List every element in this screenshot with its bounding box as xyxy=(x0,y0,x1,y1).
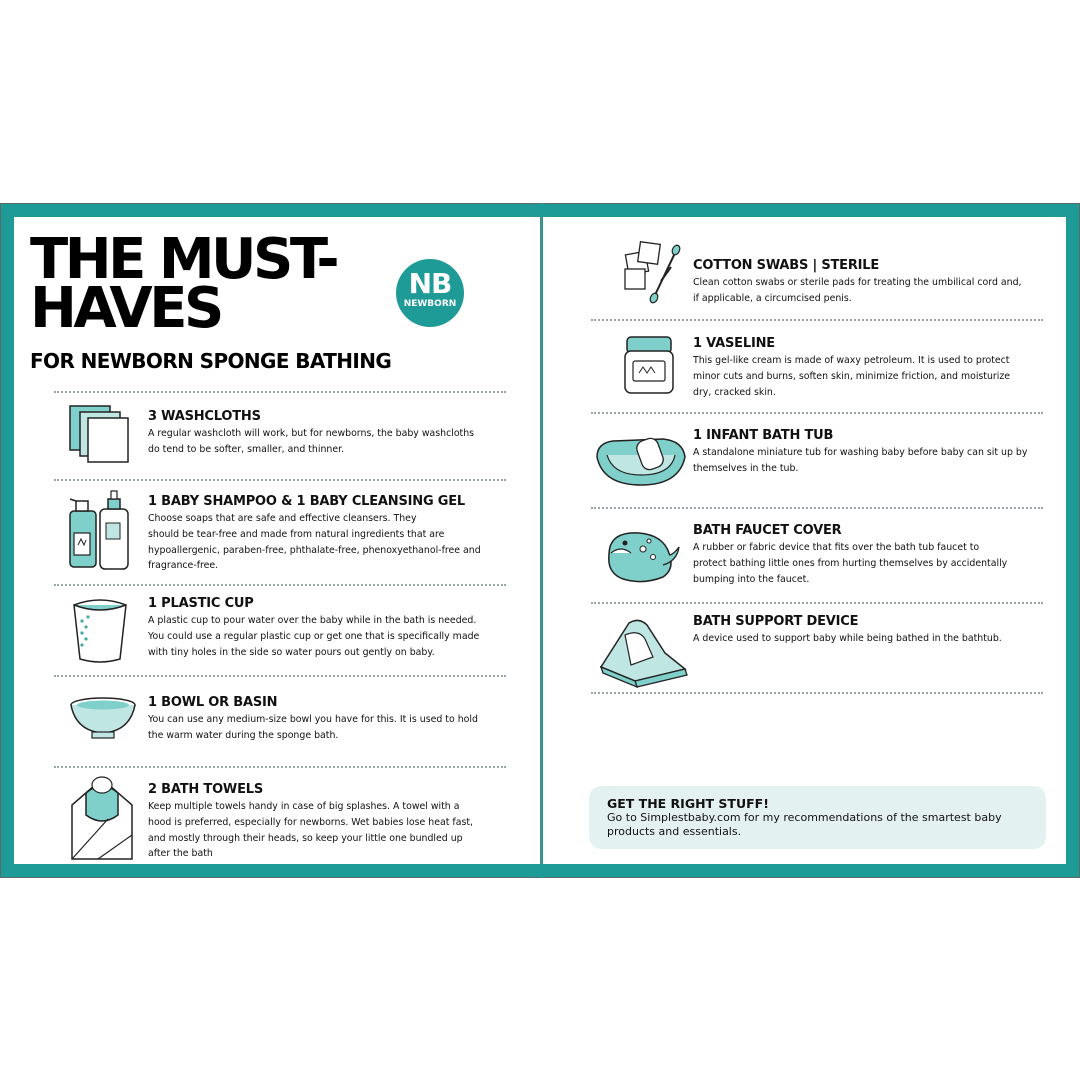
divider xyxy=(591,319,1043,321)
item-body: This gel-like cream is made of waxy petroleum. It is used to protect minor cuts and burns, soften skin, minimize friction, and moisturize dry, cracked skin. xyxy=(693,355,1011,398)
divider xyxy=(591,507,1043,509)
item-heading: BATH SUPPORT DEVICE xyxy=(693,614,859,629)
item-body: A regular washcloth will work, but for newborns, the baby washcloths do tend to be softer, smaller, and thinner. xyxy=(148,428,475,455)
item-heading: 1 PLASTIC CUP xyxy=(148,596,254,611)
cotton-swabs-icon xyxy=(621,239,685,305)
list-item xyxy=(148,782,518,862)
shampoo-bottles-icon xyxy=(66,489,136,571)
item-body: Keep multiple towels handy in case of big splashes. A towel with a hood is preferred, especially for newborns. Wet babies lose heat fast, and mostly through their heads, so keep your little one bundled up after the bath xyxy=(148,801,473,860)
item-heading: 1 BOWL OR BASIN xyxy=(148,695,278,710)
item-heading: 3 WASHCLOTHS xyxy=(148,409,261,424)
badge-abbr: NB xyxy=(408,267,452,300)
item-body: A rubber or fabric device that fits over the bath tub faucet to protect bathing little ones from hurting themselves by accidentally bumping into the faucet. xyxy=(693,542,1008,585)
list-item xyxy=(693,336,1053,400)
hooded-towel-icon xyxy=(68,775,136,863)
item-heading: BATH FAUCET COVER xyxy=(693,523,842,538)
newborn-badge xyxy=(396,259,464,327)
bath-support-icon xyxy=(595,613,691,689)
plastic-cup-icon xyxy=(70,597,130,665)
callout-heading: GET THE RIGHT STUFF! xyxy=(607,796,769,811)
item-body: A plastic cup to pour water over the baby while in the bath is needed. You could use a regular plastic cup or get one that is specifically made with tiny holes in the side so water pours out gently on baby. xyxy=(148,615,480,658)
divider xyxy=(54,675,506,677)
page-subtitle: FOR NEWBORN SPONGE BATHING xyxy=(30,349,392,373)
list-item xyxy=(148,596,518,660)
list-item xyxy=(693,258,1053,307)
item-body: Choose soaps that are safe and effective cleansers. They should be tear-free and made from natural ingredients that are hypoallergenic, paraben-free, phthalate-free, phenoxyethanol-free and fragrance-free. xyxy=(148,513,481,572)
item-heading: COTTON SWABS | STERILE xyxy=(693,258,880,273)
vaseline-jar-icon xyxy=(623,335,675,397)
book-spread xyxy=(0,203,1080,878)
page-title: THE MUST- HAVES xyxy=(30,227,337,341)
badge-label: NEWBORN xyxy=(403,299,457,309)
list-item xyxy=(693,614,1053,647)
whale-faucet-cover-icon xyxy=(603,525,683,585)
item-heading: 1 INFANT BATH TUB xyxy=(693,428,834,443)
gutter-line xyxy=(541,217,542,864)
divider xyxy=(591,412,1043,414)
callout-body: Go to Simplestbaby.com for my recommendations of the smartest baby products and essentials. xyxy=(607,811,1002,838)
item-body: A standalone miniature tub for washing baby before baby can sit up by themselves in the tub. xyxy=(693,447,1028,474)
item-heading: 1 BABY SHAMPOO & 1 BABY CLEANSING GEL xyxy=(148,494,465,509)
divider xyxy=(54,584,506,586)
washcloths-icon xyxy=(66,402,136,464)
item-body: Clean cotton swabs or sterile pads for treating the umbilical cord and, if applicable, a circumcised penis. xyxy=(693,277,1022,304)
item-heading: 1 VASELINE xyxy=(693,336,775,351)
bowl-icon xyxy=(68,695,138,741)
bath-tub-icon xyxy=(593,431,689,489)
callout-box xyxy=(589,786,1046,849)
item-body: You can use any medium-size bowl you have for this. It is used to hold the warm water during the sponge bath. xyxy=(148,714,478,741)
item-body: A device used to support baby while being bathed in the bathtub. xyxy=(693,633,1002,644)
list-item xyxy=(693,428,1053,477)
divider xyxy=(54,479,506,481)
left-page xyxy=(14,217,540,864)
item-heading: 2 BATH TOWELS xyxy=(148,782,263,797)
divider xyxy=(54,766,506,768)
divider xyxy=(54,391,506,393)
list-item xyxy=(148,494,518,574)
divider xyxy=(591,692,1043,694)
list-item xyxy=(148,409,518,458)
divider xyxy=(591,602,1043,604)
right-page xyxy=(543,217,1066,864)
list-item xyxy=(693,523,1053,587)
list-item xyxy=(148,695,518,744)
